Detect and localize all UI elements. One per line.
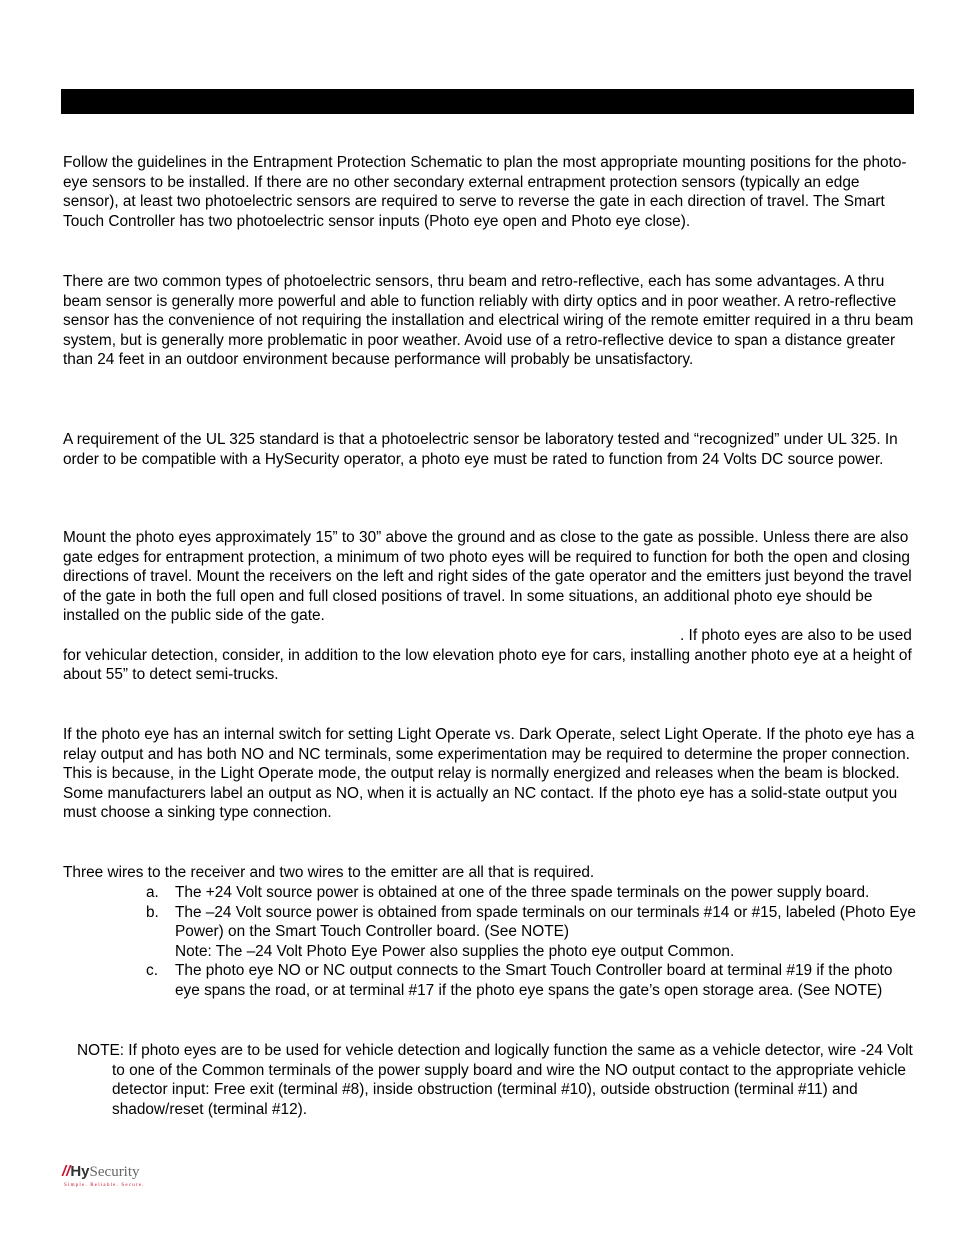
section-header-bar: [61, 89, 914, 114]
paragraph-mounting-height: Mount the photo eyes approximately 15” to 30” above the ground and as close to the gate as possible. Unless there are also gate edges for entrapment protection, a minimum of two photo eyes will be required to function for both the open and closing directions of travel. Mount the receivers on the left and right sides of the gate operator and the emitters just beyond the travel of the gate in both the full open and full closed positions of travel. In some situations, an additional photo eye should be installed on the public side of the gate.: [63, 529, 912, 625]
paragraph-vehicular-detection-text: . If photo eyes are also to be used for vehicular detection, consider, in addition to the low elevation photo eye for cars, installing another photo eye at a height of about 55” to detect semi-trucks.: [63, 627, 912, 684]
hysecurity-logo: [62, 1163, 152, 1193]
paragraph-light-operate: If the photo eye has an internal switch for setting Light Operate vs. Dark Operate, select Light Operate. If the photo eye has a relay output and has both NO and NC terminals, some experimentation may be required to determine the proper connection. This is because, in the Light Operate mode, the output relay is normally energized and releases when the beam is blocked. Some manufacturers label an output as NO, when it is actually an NC contact. If the photo eye has a solid-state output you must choose a sinking type connection.: [63, 726, 915, 822]
list-marker: c.: [146, 962, 158, 980]
paragraph-vehicular-detection: [63, 626, 915, 685]
wiring-steps-list: [146, 883, 916, 1001]
list-item-text: The –24 Volt source power is obtained from spade terminals on our terminals #14 or #15, labeled (Photo Eye Power) on the Smart Touch Controller board. (See NOTE): [175, 903, 916, 941]
vehicle-detection-note: NOTE: If photo eyes are to be used for vehicle detection and logically function the same as a vehicle detector, wire -24 Volt to one of the Common terminals of the power supply board and wire the NO output contact to the appropriate vehicle detector input: Free exit (terminal #8), inside obstruction (terminal #10), outside obstruction (terminal #11) and shadow/reset (terminal #12).: [77, 1042, 913, 1118]
logo-tagline: Simple. Reliable. Secure.: [64, 1183, 145, 1188]
list-item: [146, 961, 916, 1000]
list-item-text: The photo eye NO or NC output connects to the Smart Touch Controller board at terminal #19 if the photo eye spans the road, or at terminal #17 if the photo eye spans the gate’s open storage area. (See NOTE): [175, 962, 893, 999]
paragraph-ul325-requirement: A requirement of the UL 325 standard is that a photoelectric sensor be laboratory tested and “recognized” under UL 325. In order to be compatible with a HySecurity operator, a photo eye must be rated to function from 24 Volts DC source power.: [63, 431, 898, 468]
list-marker: b.: [146, 903, 159, 921]
paragraph-sensor-types: There are two common types of photoelectric sensors, thru beam and retro-reflective, each has some advantages. A thru beam sensor is generally more powerful and able to function reliably with dirty optics and in poor weather. A retro-reflective sensor has the convenience of not requiring the installation and electrical wiring of the remote emitter required in a thru beam system, but is generally more problematic in poor weather. Avoid use of a retro-reflective device to span a distance greater than 24 feet in an outdoor environment because performance will probably be unsatisfactory.: [63, 273, 914, 369]
paragraph-wiring-intro: Three wires to the receiver and two wires to the emitter are all that is required.: [63, 864, 595, 881]
logo-hy-text: Hy: [70, 1163, 90, 1180]
logo-mark-icon: //: [62, 1163, 71, 1180]
list-item-text: The +24 Volt source power is obtained at one of the three spade terminals on the power supply board.: [175, 884, 870, 901]
logo-wordmark: [62, 1163, 140, 1181]
paragraph-mounting-guidelines: Follow the guidelines in the Entrapment Protection Schematic to plan the most appropriate mounting positions for the photo-eye sensors to be installed. If there are no other secondary external entrapment protection sensors (typically an edge sensor), at least two photoelectric sensors are required to serve to reverse the gate in each direction of travel. The Smart Touch Controller has two photoelectric sensor inputs (Photo eye open and Photo eye close).: [63, 154, 907, 230]
list-item: [146, 883, 916, 903]
list-item-subnote: Note: The –24 Volt Photo Eye Power also supplies the photo eye output Common.: [175, 942, 735, 960]
list-marker: a.: [146, 884, 159, 901]
list-item: [146, 903, 916, 962]
logo-security-text: Security: [89, 1164, 140, 1180]
